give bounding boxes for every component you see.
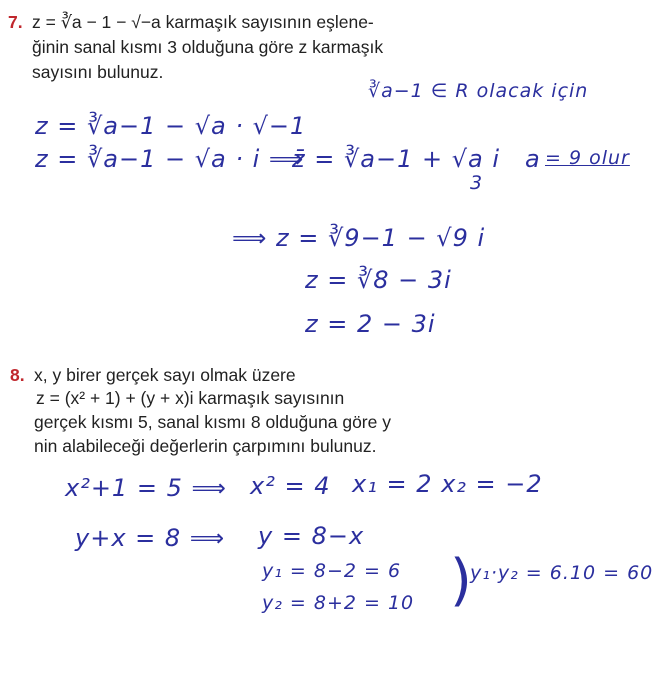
handwritten-step: z = ∛8 − 3i — [305, 266, 452, 294]
handwritten-step: x₁ = 2 x₂ = −2 — [352, 470, 543, 498]
handwritten-step: y₁ = 8−2 = 6 — [262, 560, 402, 582]
handwritten-brace-value: 3 — [470, 172, 484, 194]
handwritten-step: y₂ = 8+2 = 10 — [262, 592, 415, 614]
handwritten-brace: ) — [450, 548, 473, 613]
question-text-line: x, y birer gerçek sayı olmak üzere — [34, 365, 296, 385]
question-text-line: z = (x² + 1) + (y + x)i karmaşık sayısının — [36, 388, 345, 408]
handwritten-conjugate: z̄ = ∛a−1 + √a i — [292, 145, 501, 173]
handwritten-step: x²+1 = 5 ⟹ — [65, 474, 227, 502]
handwritten-note: ∛a−1 ∈ R olacak için — [368, 80, 589, 102]
question-text-line: ğinin sanal kısmı 3 olduğuna göre z karmaşık — [32, 37, 384, 57]
question-text-line: gerçek kısmı 5, sanal kısmı 8 olduğuna göre y — [34, 412, 391, 432]
question-text-line: z = ∛a − 1 − √−a karmaşık sayısının eşlene- — [32, 12, 374, 32]
handwritten-step: z = ∛a−1 − √a · i ⟹ — [35, 145, 305, 173]
handwritten-step: y = 8−x — [258, 522, 365, 550]
handwritten-step: z = 2 − 3i — [305, 310, 436, 338]
handwritten-step: y+x = 8 ⟹ — [75, 524, 226, 552]
handwritten-result: y₁·y₂ = 6.10 = 60 — [470, 562, 654, 584]
question-text-line: nin alabileceği değerlerin çarpımını bulunuz. — [34, 436, 377, 456]
handwritten-step: x² = 4 — [250, 472, 331, 500]
handwritten-step: ⟹ z = ∛9−1 − √9 i — [232, 224, 486, 252]
question-number: 8. — [10, 365, 25, 385]
question-number: 7. — [8, 12, 23, 32]
handwritten-step: z = ∛a−1 − √a · √−1 — [35, 112, 307, 140]
handwritten-a: a — [525, 145, 541, 173]
handwritten-result-a: = 9 olur — [545, 147, 630, 169]
question-text-line: sayısını bulunuz. — [32, 62, 164, 82]
